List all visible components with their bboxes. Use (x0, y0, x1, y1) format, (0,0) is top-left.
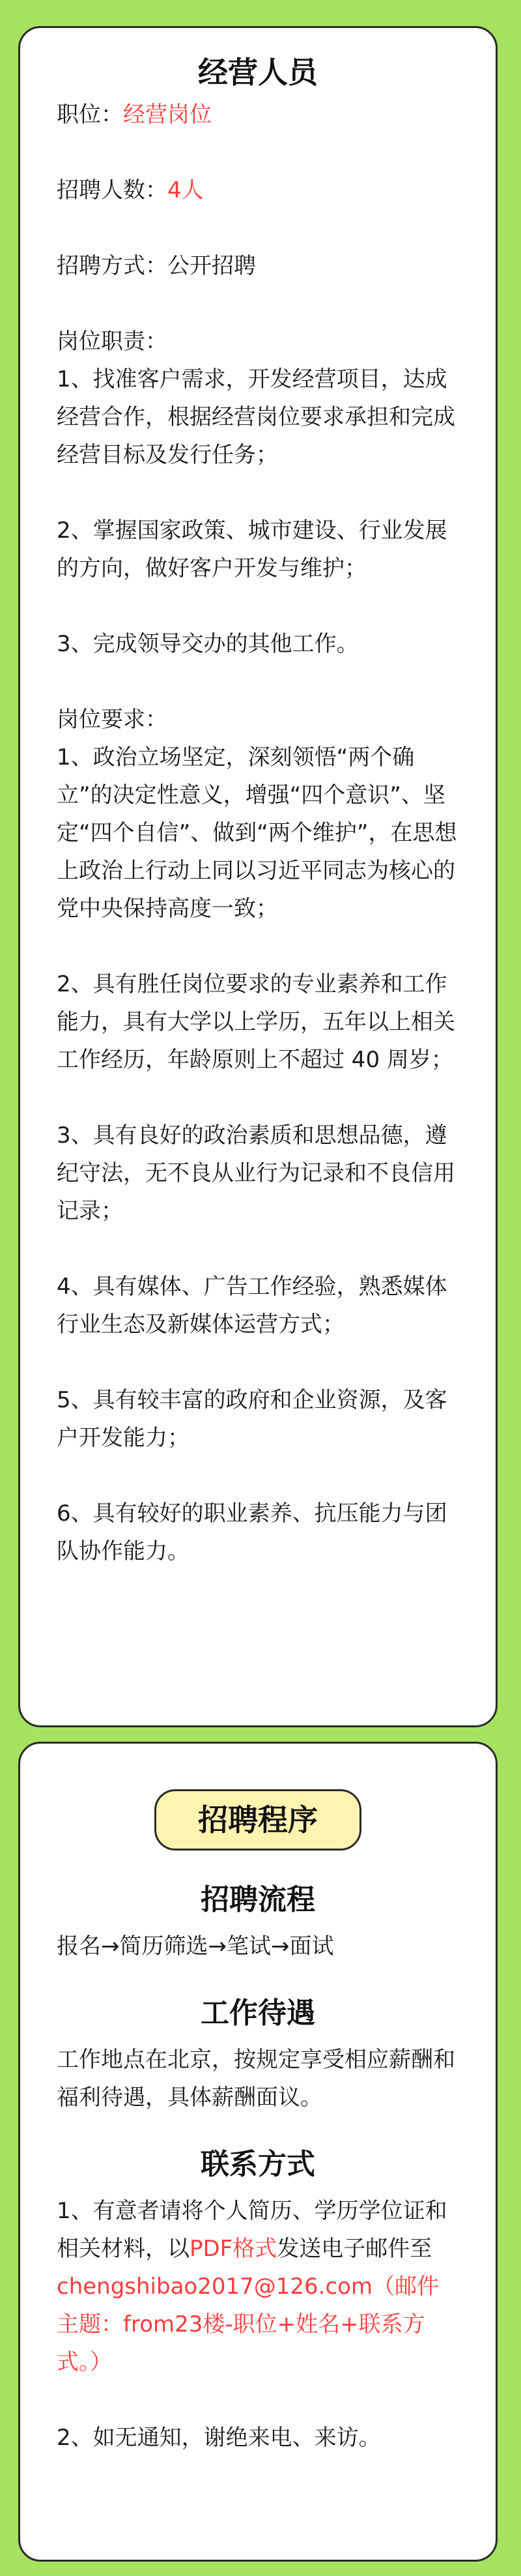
count-value: 4人 (167, 177, 204, 203)
contact-1a: 1、有意者请将个人简历、学历学位证和相关材料，以 (57, 2198, 447, 2262)
requirement-item: 3、具有良好的政治素质和思想品德，遵纪守法，无不良从业行为记录和不良信用记录； (57, 1122, 455, 1224)
procedure-card (18, 1742, 498, 2562)
requirement-item: 5、具有较丰富的政府和企业资源，及客户开发能力； (57, 1387, 447, 1451)
pdf-format-text: PDF格式 (190, 2236, 277, 2262)
count-label: 招聘人数： (57, 177, 167, 203)
method-label: 招聘方式： (57, 253, 167, 279)
contact-item-1 (57, 2192, 459, 2381)
duties-heading: 岗位职责： (57, 329, 167, 355)
pay-heading: 工作待遇 (201, 1997, 315, 2030)
flow-text: 报名→简历筛选→笔试→面试 (57, 1933, 334, 1959)
position-label: 职位： (57, 102, 123, 128)
job-card (18, 26, 498, 1727)
requirements-heading: 岗位要求： (57, 707, 167, 733)
requirement-item: 4、具有媒体、广告工作经验，熟悉媒体行业生态及新媒体运营方式； (57, 1274, 447, 1338)
job-title: 经营人员 (198, 55, 318, 90)
count-line (57, 171, 459, 209)
requirement-item: 2、具有胜任岗位要求的专业素养和工作能力，具有大学以上学历，五年以上相关工作经历，年龄原则上不超过 40 周岁； (57, 971, 455, 1073)
duty-item: 1、找准客户需求，开发经营项目，达成经营合作，根据经营岗位要求承担和完成经营目标及发行任务； (57, 366, 455, 468)
pay-text: 工作地点在北京，按规定享受相应薪酬和福利待遇，具体薪酬面议。 (57, 2047, 455, 2111)
procedure-pill: 招聘程序 (154, 1789, 361, 1851)
position-value: 经营岗位 (123, 102, 212, 128)
email-link[interactable]: chengshibao2017@126.com（邮件主题：from23楼-职位+姓名+联系方式。） (57, 2274, 440, 2375)
duty-item: 2、掌握国家政策、城市建设、行业发展的方向，做好客户开发与维护； (57, 518, 447, 581)
contact-heading: 联系方式 (201, 2148, 315, 2181)
method-line (57, 247, 459, 285)
contact-1c: 发送电子邮件至 (277, 2236, 432, 2262)
method-value: 公开招聘 (167, 253, 256, 279)
duty-item: 3、完成领导交办的其他工作。 (57, 631, 359, 657)
requirement-item: 6、具有较好的职业素养、抗压能力与团队协作能力。 (57, 1500, 447, 1564)
requirement-item: 1、政治立场坚定，深刻领悟“两个确立”的决定性意义，增强“四个意识”、坚定“四个自信”、做到“两个维护”，在思想上政治上行动上同以习近平同志为核心的党中央保持高度一致； (57, 744, 457, 922)
flow-heading: 招聘流程 (201, 1883, 315, 1916)
position-line (57, 96, 459, 134)
contact-item-2: 2、如无通知，谢绝来电、来访。 (57, 2425, 381, 2451)
